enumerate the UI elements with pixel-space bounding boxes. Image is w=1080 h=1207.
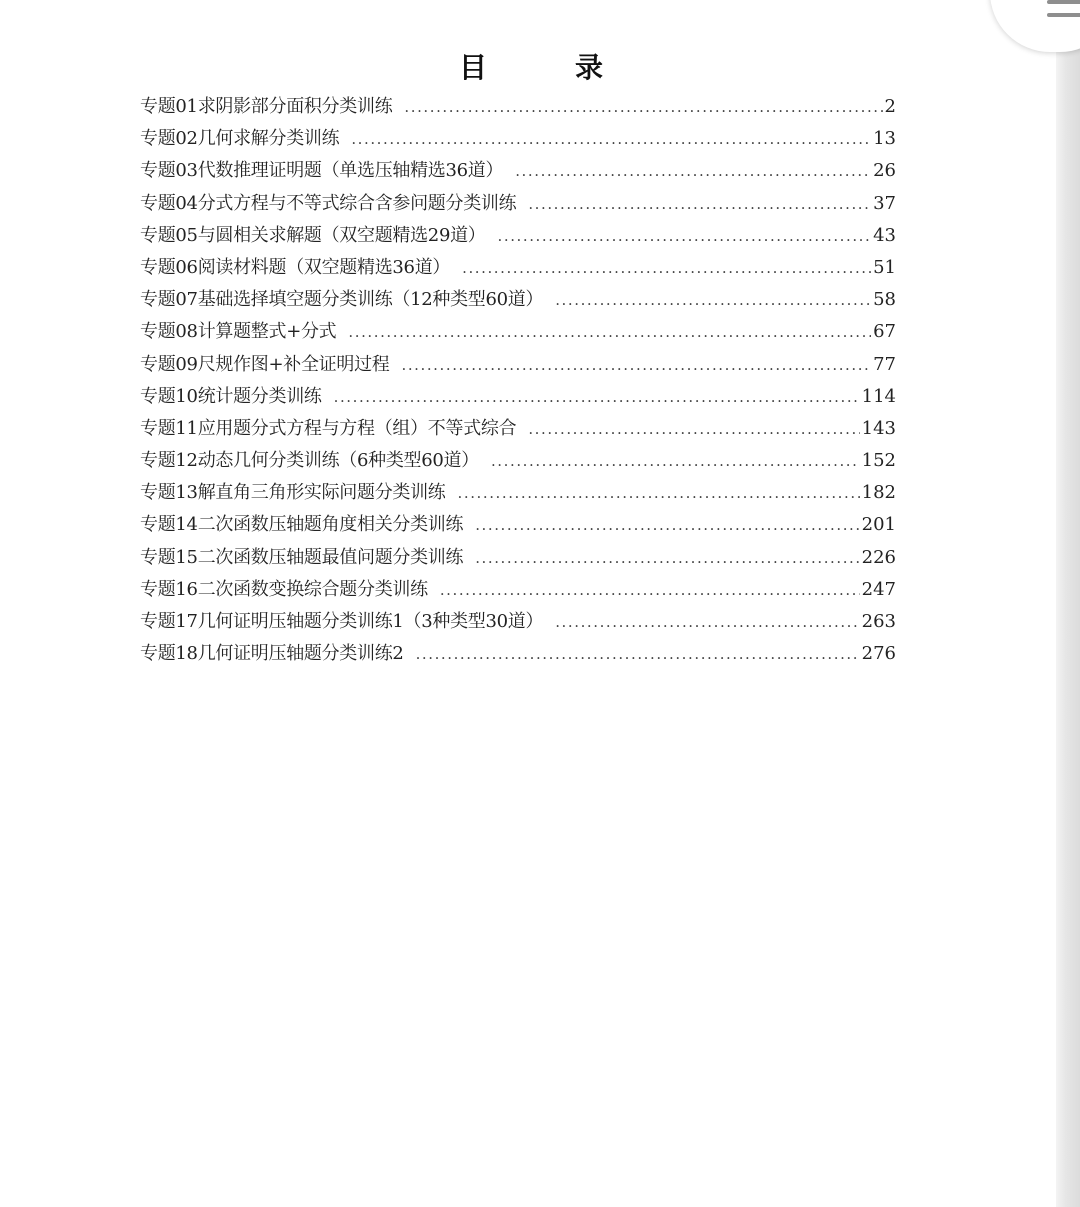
toc-entry-page-number: 263 bbox=[861, 611, 896, 632]
toc-entry[interactable] bbox=[140, 577, 896, 609]
toc-dot-leader bbox=[528, 416, 859, 442]
hamburger-menu-icon-bar bbox=[1047, 13, 1080, 17]
toc-entry[interactable] bbox=[140, 480, 896, 512]
toc-entry-title: 专题08计算题整式+分式 bbox=[140, 321, 337, 343]
toc-entry-page-number: 51 bbox=[873, 256, 896, 278]
toc-dot-leader bbox=[555, 609, 859, 635]
toc-entry[interactable] bbox=[140, 512, 896, 544]
toc-entry[interactable] bbox=[140, 94, 896, 126]
toc-entry[interactable] bbox=[140, 158, 896, 190]
toc-entry[interactable] bbox=[140, 352, 896, 384]
toc-dot-leader bbox=[491, 448, 860, 474]
toc-entry-page-number: 143 bbox=[861, 417, 896, 439]
toc-dot-leader bbox=[440, 577, 860, 603]
toc-entry[interactable] bbox=[140, 255, 896, 287]
toc-entry-page-number: 43 bbox=[873, 224, 896, 246]
toc-entry-title: 专题07基础选择填空题分类训练（12种类型60道） bbox=[140, 289, 544, 311]
toc-entry-page-number: 77 bbox=[873, 353, 896, 375]
toc-dot-leader bbox=[334, 384, 860, 410]
table-of-contents bbox=[140, 94, 896, 673]
toc-entry[interactable] bbox=[140, 223, 896, 255]
toc-entry-page-number: 114 bbox=[861, 385, 896, 407]
toc-dot-leader bbox=[458, 480, 860, 506]
toc-dot-leader bbox=[348, 319, 871, 345]
toc-dot-leader bbox=[555, 287, 871, 313]
toc-entry[interactable] bbox=[140, 609, 896, 641]
toc-entry[interactable] bbox=[140, 641, 896, 673]
toc-dot-leader bbox=[515, 158, 871, 184]
toc-entry-title: 专题16二次函数变换综合题分类训练 bbox=[140, 578, 428, 600]
toc-entry[interactable] bbox=[140, 287, 896, 319]
toc-entry-title: 专题18几何证明压轴题分类训练2 bbox=[140, 643, 404, 665]
menu-button[interactable] bbox=[990, 0, 1080, 52]
toc-dot-leader bbox=[475, 545, 859, 571]
toc-entry[interactable] bbox=[140, 448, 896, 480]
toc-entry-title: 专题15二次函数压轴题最值问题分类训练 bbox=[140, 546, 464, 568]
toc-entry-page-number: 26 bbox=[873, 160, 896, 182]
toc-entry-page-number: 2 bbox=[884, 96, 896, 117]
toc-entry-page-number: 37 bbox=[873, 192, 896, 214]
hamburger-menu-icon bbox=[1047, 0, 1080, 4]
toc-dot-leader bbox=[404, 94, 882, 120]
toc-entry-title: 专题05与圆相关求解题（双空题精选29道） bbox=[140, 224, 486, 246]
toc-entry-title: 专题09尺规作图+补全证明过程 bbox=[140, 353, 390, 375]
toc-entry-page-number: 247 bbox=[861, 578, 896, 600]
page-edge-shadow bbox=[1056, 0, 1080, 1207]
toc-entry[interactable] bbox=[140, 126, 896, 158]
toc-entry[interactable] bbox=[140, 319, 896, 351]
toc-entry-title: 专题12动态几何分类训练（6种类型60道） bbox=[140, 450, 479, 472]
toc-dot-leader bbox=[528, 191, 871, 217]
toc-entry-title: 专题04分式方程与不等式综合含参问题分类训练 bbox=[140, 192, 517, 214]
toc-entry[interactable] bbox=[140, 416, 896, 448]
toc-entry-page-number: 201 bbox=[861, 514, 896, 536]
toc-entry-title: 专题14二次函数压轴题角度相关分类训练 bbox=[140, 514, 464, 536]
toc-dot-leader bbox=[498, 223, 872, 249]
toc-entry-page-number: 67 bbox=[873, 321, 896, 343]
toc-entry-title: 专题11应用题分式方程与方程（组）不等式综合 bbox=[140, 417, 517, 439]
toc-entry-page-number: 13 bbox=[873, 128, 896, 150]
toc-entry[interactable] bbox=[140, 384, 896, 416]
toc-title: 目 录 bbox=[458, 51, 633, 84]
toc-entry-title: 专题03代数推理证明题（单选压轴精选36道） bbox=[140, 160, 504, 182]
toc-entry-page-number: 152 bbox=[861, 450, 896, 472]
toc-entry-page-number: 58 bbox=[873, 289, 896, 311]
toc-entry-title: 专题10统计题分类训练 bbox=[140, 385, 322, 407]
toc-dot-leader bbox=[351, 126, 871, 152]
toc-entry-page-number: 226 bbox=[861, 546, 896, 568]
toc-entry[interactable] bbox=[140, 191, 896, 223]
toc-entry-title: 专题13解直角三角形实际问题分类训练 bbox=[140, 482, 446, 504]
toc-dot-leader bbox=[416, 641, 860, 667]
toc-entry-page-number: 182 bbox=[861, 482, 896, 504]
toc-entry-title: 专题17几何证明压轴题分类训练1（3种类型30道） bbox=[140, 611, 544, 632]
toc-dot-leader bbox=[402, 352, 872, 378]
toc-entry-page-number: 276 bbox=[861, 643, 896, 665]
toc-entry[interactable] bbox=[140, 545, 896, 577]
toc-entry-title: 专题02几何求解分类训练 bbox=[140, 128, 340, 150]
toc-entry-title: 专题01求阴影部分面积分类训练 bbox=[140, 96, 393, 117]
toc-dot-leader bbox=[475, 512, 859, 538]
toc-entry-title: 专题06阅读材料题（双空题精选36道） bbox=[140, 256, 451, 278]
toc-dot-leader bbox=[462, 255, 871, 281]
